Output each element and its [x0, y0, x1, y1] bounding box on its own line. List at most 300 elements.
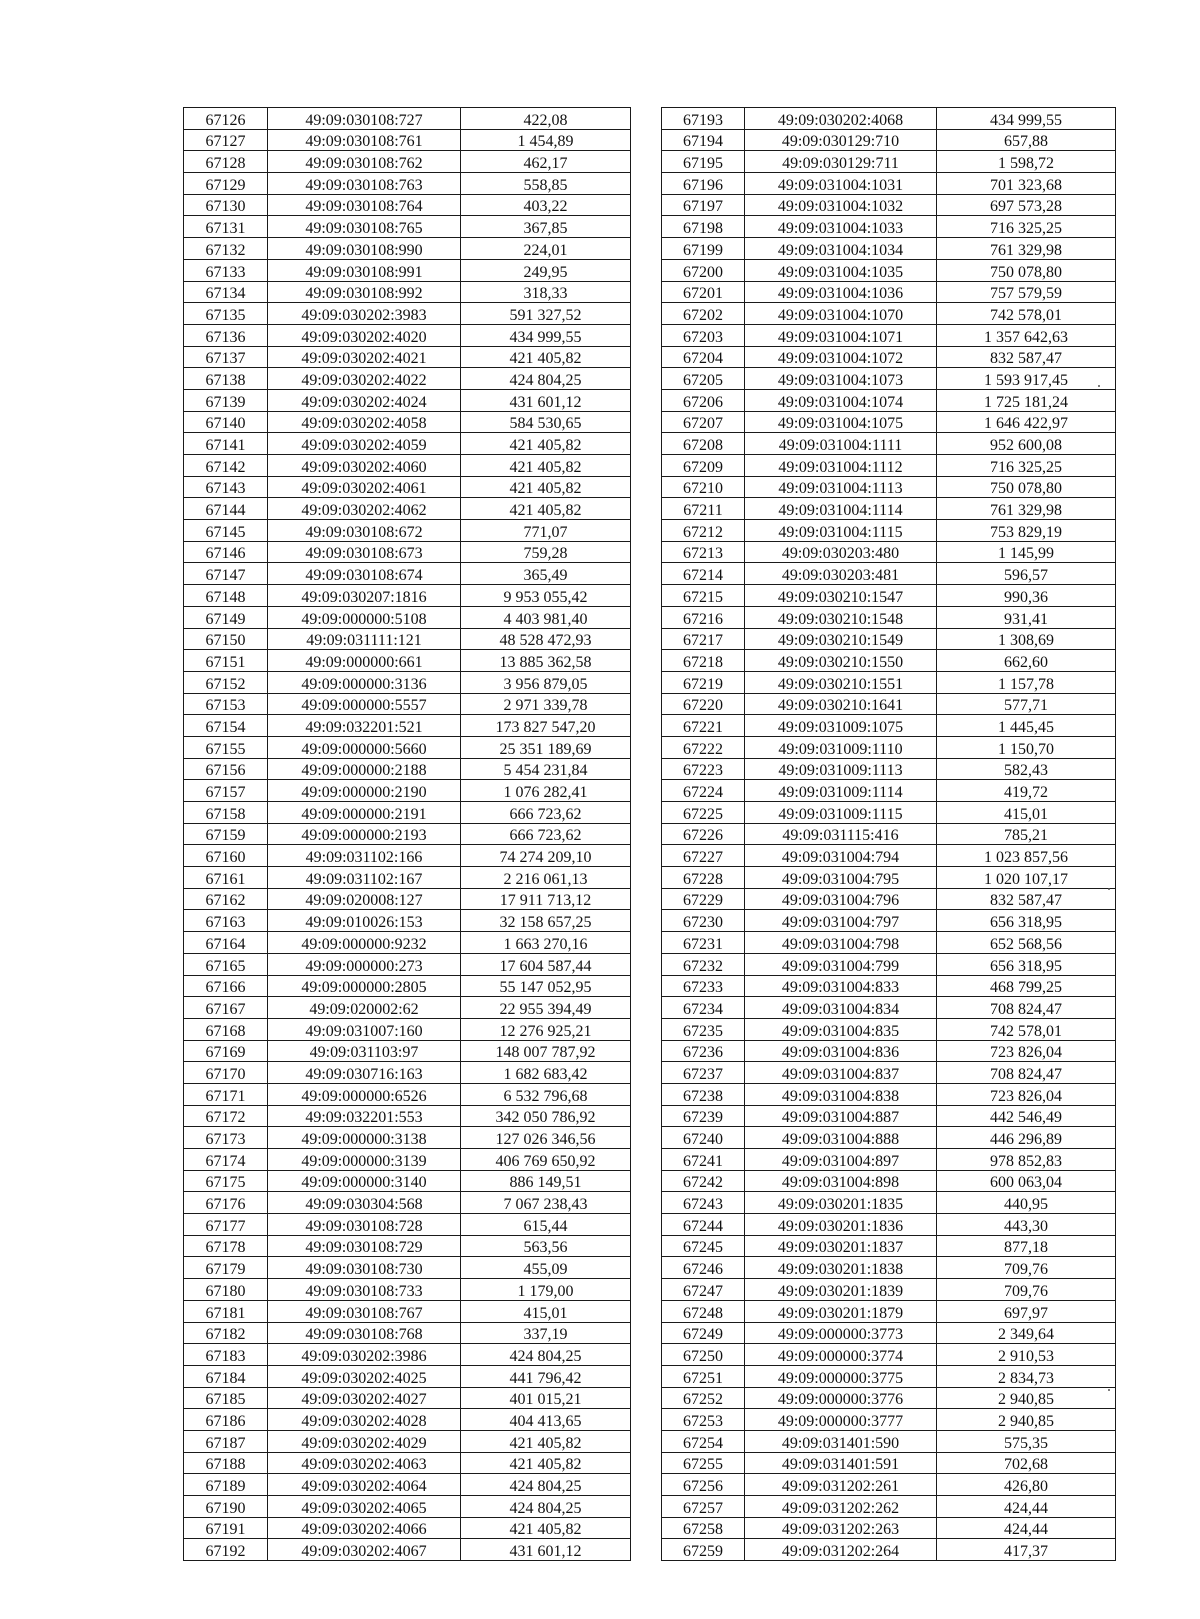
- table-row: [662, 888, 1116, 910]
- table-row: [662, 736, 1116, 758]
- value-cell: 759,28: [461, 541, 631, 563]
- cadastral-number-cell: 49:09:031004:887: [745, 1105, 937, 1127]
- cadastral-number-cell: 49:09:031004:1112: [745, 455, 937, 477]
- cadastral-number-cell: 49:09:031004:837: [745, 1062, 937, 1084]
- value-cell: 2 349,64: [937, 1322, 1116, 1344]
- value-cell: 1 357 642,63: [937, 324, 1116, 346]
- table-row: [662, 520, 1116, 542]
- value-cell: 403,22: [461, 194, 631, 216]
- value-cell: 757 579,59: [937, 281, 1116, 303]
- value-cell: 2 940,85: [937, 1387, 1116, 1409]
- row-number-cell: 67221: [662, 715, 745, 737]
- value-cell: 1 308,69: [937, 628, 1116, 650]
- table-row: [662, 1235, 1116, 1257]
- table-row: [184, 389, 631, 411]
- table-row: [184, 108, 631, 130]
- value-cell: 666 723,62: [461, 802, 631, 824]
- value-cell: 708 824,47: [937, 997, 1116, 1019]
- value-cell: 342 050 786,92: [461, 1105, 631, 1127]
- value-cell: 7 067 238,43: [461, 1192, 631, 1214]
- row-number-cell: 67186: [184, 1409, 268, 1431]
- cadastral-number-cell: 49:09:031004:888: [745, 1127, 937, 1149]
- table-row: [184, 867, 631, 889]
- cadastral-number-cell: 49:09:030108:761: [268, 129, 461, 151]
- row-number-cell: 67183: [184, 1344, 268, 1366]
- cadastral-number-cell: 49:09:031202:264: [745, 1539, 937, 1561]
- value-cell: 426,80: [937, 1474, 1116, 1496]
- cadastral-number-cell: 49:09:031004:1115: [745, 520, 937, 542]
- value-cell: 401 015,21: [461, 1387, 631, 1409]
- value-cell: 1 646 422,97: [937, 411, 1116, 433]
- value-cell: 750 078,80: [937, 476, 1116, 498]
- value-cell: 55 147 052,95: [461, 975, 631, 997]
- cadastral-number-cell: 49:09:030201:1879: [745, 1300, 937, 1322]
- table-row: [184, 1474, 631, 1496]
- row-number-cell: 67130: [184, 194, 268, 216]
- value-cell: 877,18: [937, 1235, 1116, 1257]
- table-row: [184, 368, 631, 390]
- row-number-cell: 67234: [662, 997, 745, 1019]
- cadastral-number-cell: 49:09:000000:9232: [268, 932, 461, 954]
- cadastral-number-cell: 49:09:030203:481: [745, 563, 937, 585]
- cadastral-number-cell: 49:09:000000:3775: [745, 1365, 937, 1387]
- row-number-cell: 67141: [184, 433, 268, 455]
- table-row: [184, 1409, 631, 1431]
- table-row: [184, 585, 631, 607]
- cadastral-number-cell: 49:09:030202:4020: [268, 324, 461, 346]
- value-cell: 1 663 270,16: [461, 932, 631, 954]
- table-row: [184, 1387, 631, 1409]
- row-number-cell: 67196: [662, 173, 745, 195]
- value-cell: 2 971 339,78: [461, 693, 631, 715]
- value-cell: 1 023 857,56: [937, 845, 1116, 867]
- value-cell: 761 329,98: [937, 238, 1116, 260]
- value-cell: 697,97: [937, 1300, 1116, 1322]
- table-row: [662, 1430, 1116, 1452]
- value-cell: 431 601,12: [461, 389, 631, 411]
- row-number-cell: 67129: [184, 173, 268, 195]
- cadastral-number-cell: 49:09:031202:263: [745, 1517, 937, 1539]
- table-row: [662, 867, 1116, 889]
- value-cell: 1 157,78: [937, 671, 1116, 693]
- value-cell: 1 076 282,41: [461, 780, 631, 802]
- cadastral-number-cell: 49:09:030108:727: [268, 108, 461, 130]
- table-row: [662, 1409, 1116, 1431]
- cadastral-number-cell: 49:09:031115:416: [745, 823, 937, 845]
- table-row: [662, 129, 1116, 151]
- cadastral-number-cell: 49:09:031004:1031: [745, 173, 937, 195]
- table-row: [662, 346, 1116, 368]
- table-row: [662, 606, 1116, 628]
- row-number-cell: 67177: [184, 1214, 268, 1236]
- value-cell: 13 885 362,58: [461, 650, 631, 672]
- table-row: [184, 476, 631, 498]
- table-row: [662, 932, 1116, 954]
- table-row: [662, 1062, 1116, 1084]
- table-row: [184, 1105, 631, 1127]
- cadastral-number-cell: 49:09:031004:1035: [745, 259, 937, 281]
- cadastral-number-cell: 49:09:031004:1072: [745, 346, 937, 368]
- table-row: [184, 650, 631, 672]
- cadastral-number-cell: 49:09:030202:4029: [268, 1430, 461, 1452]
- row-number-cell: 67252: [662, 1387, 745, 1409]
- row-number-cell: 67200: [662, 259, 745, 281]
- row-number-cell: 67214: [662, 563, 745, 585]
- cadastral-number-cell: 49:09:031004:1036: [745, 281, 937, 303]
- table-row: [184, 606, 631, 628]
- row-number-cell: 67140: [184, 411, 268, 433]
- cadastral-number-cell: 49:09:000000:6526: [268, 1083, 461, 1105]
- cadastral-number-cell: 49:09:030201:1836: [745, 1214, 937, 1236]
- left-table: [183, 107, 631, 1561]
- value-cell: 753 829,19: [937, 520, 1116, 542]
- right-table: [661, 107, 1116, 1561]
- row-number-cell: 67158: [184, 802, 268, 824]
- cadastral-number-cell: 49:09:030202:3983: [268, 303, 461, 325]
- table-row: [662, 433, 1116, 455]
- cadastral-number-cell: 49:09:030202:4065: [268, 1496, 461, 1518]
- row-number-cell: 67152: [184, 671, 268, 693]
- cadastral-number-cell: 49:09:030210:1550: [745, 650, 937, 672]
- cadastral-number-cell: 49:09:000000:2190: [268, 780, 461, 802]
- table-row: [184, 1170, 631, 1192]
- table-row: [662, 1170, 1116, 1192]
- row-number-cell: 67184: [184, 1365, 268, 1387]
- cadastral-number-cell: 49:09:020008:127: [268, 888, 461, 910]
- cadastral-number-cell: 49:09:032201:521: [268, 715, 461, 737]
- row-number-cell: 67142: [184, 455, 268, 477]
- table-row: [184, 1083, 631, 1105]
- row-number-cell: 67148: [184, 585, 268, 607]
- cadastral-number-cell: 49:09:030108:765: [268, 216, 461, 238]
- row-number-cell: 67258: [662, 1517, 745, 1539]
- row-number-cell: 67153: [184, 693, 268, 715]
- table-row: [662, 541, 1116, 563]
- row-number-cell: 67147: [184, 563, 268, 585]
- value-cell: 1 179,00: [461, 1279, 631, 1301]
- table-row: [184, 216, 631, 238]
- cadastral-number-cell: 49:09:031009:1114: [745, 780, 937, 802]
- value-cell: 127 026 346,56: [461, 1127, 631, 1149]
- table-row: [184, 1322, 631, 1344]
- value-cell: 419,72: [937, 780, 1116, 802]
- row-number-cell: 67134: [184, 281, 268, 303]
- row-number-cell: 67241: [662, 1149, 745, 1171]
- table-row: [662, 173, 1116, 195]
- value-cell: 931,41: [937, 606, 1116, 628]
- row-number-cell: 67242: [662, 1170, 745, 1192]
- value-cell: 3 956 879,05: [461, 671, 631, 693]
- row-number-cell: 67257: [662, 1496, 745, 1518]
- cadastral-number-cell: 49:09:000000:3777: [745, 1409, 937, 1431]
- value-cell: 424,44: [937, 1496, 1116, 1518]
- table-row: [184, 346, 631, 368]
- table-row: [662, 1322, 1116, 1344]
- row-number-cell: 67246: [662, 1257, 745, 1279]
- row-number-cell: 67223: [662, 758, 745, 780]
- value-cell: 12 276 925,21: [461, 1018, 631, 1040]
- table-row: [184, 173, 631, 195]
- value-cell: 455,09: [461, 1257, 631, 1279]
- cadastral-number-cell: 49:09:030203:480: [745, 541, 937, 563]
- row-number-cell: 67207: [662, 411, 745, 433]
- table-row: [184, 411, 631, 433]
- table-row: [662, 259, 1116, 281]
- row-number-cell: 67144: [184, 498, 268, 520]
- value-cell: 761 329,98: [937, 498, 1116, 520]
- value-cell: 716 325,25: [937, 216, 1116, 238]
- value-cell: 421 405,82: [461, 346, 631, 368]
- row-number-cell: 67180: [184, 1279, 268, 1301]
- row-number-cell: 67162: [184, 888, 268, 910]
- value-cell: 702,68: [937, 1452, 1116, 1474]
- table-row: [184, 1539, 631, 1561]
- value-cell: 440,95: [937, 1192, 1116, 1214]
- cadastral-number-cell: 49:09:031004:834: [745, 997, 937, 1019]
- cadastral-number-cell: 49:09:000000:5660: [268, 736, 461, 758]
- table-row: [662, 1452, 1116, 1474]
- table-row: [662, 1105, 1116, 1127]
- table-row: [184, 324, 631, 346]
- table-row: [184, 433, 631, 455]
- table-row: [662, 281, 1116, 303]
- row-number-cell: 67132: [184, 238, 268, 260]
- cadastral-number-cell: 49:09:031102:167: [268, 867, 461, 889]
- right-table-body: [662, 108, 1116, 1561]
- table-row: [662, 498, 1116, 520]
- row-number-cell: 67190: [184, 1496, 268, 1518]
- row-number-cell: 67170: [184, 1062, 268, 1084]
- table-row: [184, 1365, 631, 1387]
- row-number-cell: 67149: [184, 606, 268, 628]
- cadastral-number-cell: 49:09:000000:3139: [268, 1149, 461, 1171]
- row-number-cell: 67211: [662, 498, 745, 520]
- table-row: [184, 888, 631, 910]
- cadastral-number-cell: 49:09:031202:261: [745, 1474, 937, 1496]
- cadastral-number-cell: 49:09:000000:3138: [268, 1127, 461, 1149]
- value-cell: 25 351 189,69: [461, 736, 631, 758]
- value-cell: 978 852,83: [937, 1149, 1116, 1171]
- table-row: [662, 303, 1116, 325]
- table-row: [184, 1279, 631, 1301]
- value-cell: 173 827 547,20: [461, 715, 631, 737]
- table-row: [184, 997, 631, 1019]
- cadastral-number-cell: 49:09:000000:3773: [745, 1322, 937, 1344]
- table-row: [662, 1149, 1116, 1171]
- table-row: [662, 1474, 1116, 1496]
- row-number-cell: 67217: [662, 628, 745, 650]
- value-cell: 656 318,95: [937, 910, 1116, 932]
- cadastral-number-cell: 49:09:031004:1073: [745, 368, 937, 390]
- value-cell: 48 528 472,93: [461, 628, 631, 650]
- value-cell: 701 323,68: [937, 173, 1116, 195]
- row-number-cell: 67226: [662, 823, 745, 845]
- value-cell: 1 725 181,24: [937, 389, 1116, 411]
- row-number-cell: 67198: [662, 216, 745, 238]
- cadastral-number-cell: 49:09:030108:673: [268, 541, 461, 563]
- value-cell: 596,57: [937, 563, 1116, 585]
- value-cell: 424 804,25: [461, 1496, 631, 1518]
- row-number-cell: 67228: [662, 867, 745, 889]
- value-cell: 417,37: [937, 1539, 1116, 1561]
- cadastral-number-cell: 49:09:031004:1111: [745, 433, 937, 455]
- value-cell: 1 020 107,17: [937, 867, 1116, 889]
- value-cell: 2 940,85: [937, 1409, 1116, 1431]
- value-cell: 424 804,25: [461, 1344, 631, 1366]
- table-row: [184, 628, 631, 650]
- row-number-cell: 67236: [662, 1040, 745, 1062]
- table-row: [184, 455, 631, 477]
- cadastral-number-cell: 49:09:030108:672: [268, 520, 461, 542]
- cadastral-number-cell: 49:09:000000:2188: [268, 758, 461, 780]
- cadastral-number-cell: 49:09:031202:262: [745, 1496, 937, 1518]
- table-row: [184, 1452, 631, 1474]
- table-row: [662, 1127, 1116, 1149]
- cadastral-number-cell: 49:09:031004:1074: [745, 389, 937, 411]
- cadastral-number-cell: 49:09:030108:764: [268, 194, 461, 216]
- cadastral-number-cell: 49:09:031009:1113: [745, 758, 937, 780]
- value-cell: 575,35: [937, 1430, 1116, 1452]
- value-cell: 582,43: [937, 758, 1116, 780]
- cadastral-number-cell: 49:09:000000:273: [268, 953, 461, 975]
- row-number-cell: 67128: [184, 151, 268, 173]
- value-cell: 421 405,82: [461, 498, 631, 520]
- value-cell: 652 568,56: [937, 932, 1116, 954]
- value-cell: 1 145,99: [937, 541, 1116, 563]
- row-number-cell: 67159: [184, 823, 268, 845]
- cadastral-number-cell: 49:09:000000:3136: [268, 671, 461, 693]
- row-number-cell: 67189: [184, 1474, 268, 1496]
- table-row: [662, 368, 1116, 390]
- table-row: [662, 1365, 1116, 1387]
- value-cell: 600 063,04: [937, 1170, 1116, 1192]
- table-row: [662, 389, 1116, 411]
- table-row: [662, 324, 1116, 346]
- table-row: [662, 108, 1116, 130]
- cadastral-number-cell: 49:09:030202:4068: [745, 108, 937, 130]
- row-number-cell: 67225: [662, 802, 745, 824]
- row-number-cell: 67136: [184, 324, 268, 346]
- table-row: [662, 1517, 1116, 1539]
- row-number-cell: 67131: [184, 216, 268, 238]
- cadastral-number-cell: 49:09:030210:1551: [745, 671, 937, 693]
- cadastral-number-cell: 49:09:031111:121: [268, 628, 461, 650]
- cadastral-number-cell: 49:09:031009:1110: [745, 736, 937, 758]
- cadastral-number-cell: 49:09:030108:730: [268, 1257, 461, 1279]
- cadastral-number-cell: 49:09:000000:2805: [268, 975, 461, 997]
- cadastral-number-cell: 49:09:030108:674: [268, 563, 461, 585]
- cadastral-number-cell: 49:09:030108:763: [268, 173, 461, 195]
- scan-speck: [1108, 1389, 1110, 1391]
- row-number-cell: 67137: [184, 346, 268, 368]
- row-number-cell: 67167: [184, 997, 268, 1019]
- row-number-cell: 67255: [662, 1452, 745, 1474]
- row-number-cell: 67229: [662, 888, 745, 910]
- row-number-cell: 67222: [662, 736, 745, 758]
- value-cell: 563,56: [461, 1235, 631, 1257]
- table-row: [662, 151, 1116, 173]
- table-row: [184, 1300, 631, 1322]
- table-row: [184, 1430, 631, 1452]
- cadastral-number-cell: 49:09:000000:3140: [268, 1170, 461, 1192]
- row-number-cell: 67163: [184, 910, 268, 932]
- table-row: [184, 910, 631, 932]
- cadastral-number-cell: 49:09:030108:729: [268, 1235, 461, 1257]
- cadastral-number-cell: 49:09:000000:2191: [268, 802, 461, 824]
- table-row: [662, 1496, 1116, 1518]
- cadastral-number-cell: 49:09:031004:797: [745, 910, 937, 932]
- table-row: [662, 411, 1116, 433]
- value-cell: 886 149,51: [461, 1170, 631, 1192]
- row-number-cell: 67218: [662, 650, 745, 672]
- cadastral-number-cell: 49:09:030108:992: [268, 281, 461, 303]
- cadastral-number-cell: 49:09:030202:4058: [268, 411, 461, 433]
- row-number-cell: 67165: [184, 953, 268, 975]
- value-cell: 584 530,65: [461, 411, 631, 433]
- cadastral-number-cell: 49:09:030210:1548: [745, 606, 937, 628]
- value-cell: 5 454 231,84: [461, 758, 631, 780]
- value-cell: 443,30: [937, 1214, 1116, 1236]
- row-number-cell: 67256: [662, 1474, 745, 1496]
- row-number-cell: 67210: [662, 476, 745, 498]
- value-cell: 771,07: [461, 520, 631, 542]
- row-number-cell: 67253: [662, 1409, 745, 1431]
- table-row: [184, 823, 631, 845]
- cadastral-number-cell: 49:09:030108:768: [268, 1322, 461, 1344]
- row-number-cell: 67251: [662, 1365, 745, 1387]
- table-row: [184, 1149, 631, 1171]
- cadastral-number-cell: 49:09:030207:1816: [268, 585, 461, 607]
- table-row: [662, 1214, 1116, 1236]
- cadastral-number-cell: 49:09:030202:3986: [268, 1344, 461, 1366]
- row-number-cell: 67233: [662, 975, 745, 997]
- row-number-cell: 67135: [184, 303, 268, 325]
- cadastral-number-cell: 49:09:000000:3774: [745, 1344, 937, 1366]
- value-cell: 1 682 683,42: [461, 1062, 631, 1084]
- row-number-cell: 67259: [662, 1539, 745, 1561]
- cadastral-number-cell: 49:09:030129:710: [745, 129, 937, 151]
- cadastral-number-cell: 49:09:030210:1547: [745, 585, 937, 607]
- table-row: [662, 1279, 1116, 1301]
- cadastral-number-cell: 49:09:030201:1835: [745, 1192, 937, 1214]
- table-row: [184, 1517, 631, 1539]
- row-number-cell: 67178: [184, 1235, 268, 1257]
- cadastral-number-cell: 49:09:030201:1837: [745, 1235, 937, 1257]
- row-number-cell: 67138: [184, 368, 268, 390]
- row-number-cell: 67232: [662, 953, 745, 975]
- cadastral-number-cell: 49:09:030108:728: [268, 1214, 461, 1236]
- scan-speck: [1108, 888, 1110, 890]
- row-number-cell: 67227: [662, 845, 745, 867]
- table-row: [184, 1496, 631, 1518]
- row-number-cell: 67213: [662, 541, 745, 563]
- cadastral-number-cell: 49:09:031004:898: [745, 1170, 937, 1192]
- table-row: [184, 498, 631, 520]
- table-row: [184, 671, 631, 693]
- table-row: [662, 585, 1116, 607]
- cadastral-number-cell: 49:09:031004:1032: [745, 194, 937, 216]
- row-number-cell: 67212: [662, 520, 745, 542]
- cadastral-number-cell: 49:09:031004:1071: [745, 324, 937, 346]
- row-number-cell: 67249: [662, 1322, 745, 1344]
- value-cell: 716 325,25: [937, 455, 1116, 477]
- value-cell: 1 445,45: [937, 715, 1116, 737]
- row-number-cell: 67175: [184, 1170, 268, 1192]
- table-row: [184, 563, 631, 585]
- cadastral-number-cell: 49:09:030202:4024: [268, 389, 461, 411]
- row-number-cell: 67154: [184, 715, 268, 737]
- row-number-cell: 67171: [184, 1083, 268, 1105]
